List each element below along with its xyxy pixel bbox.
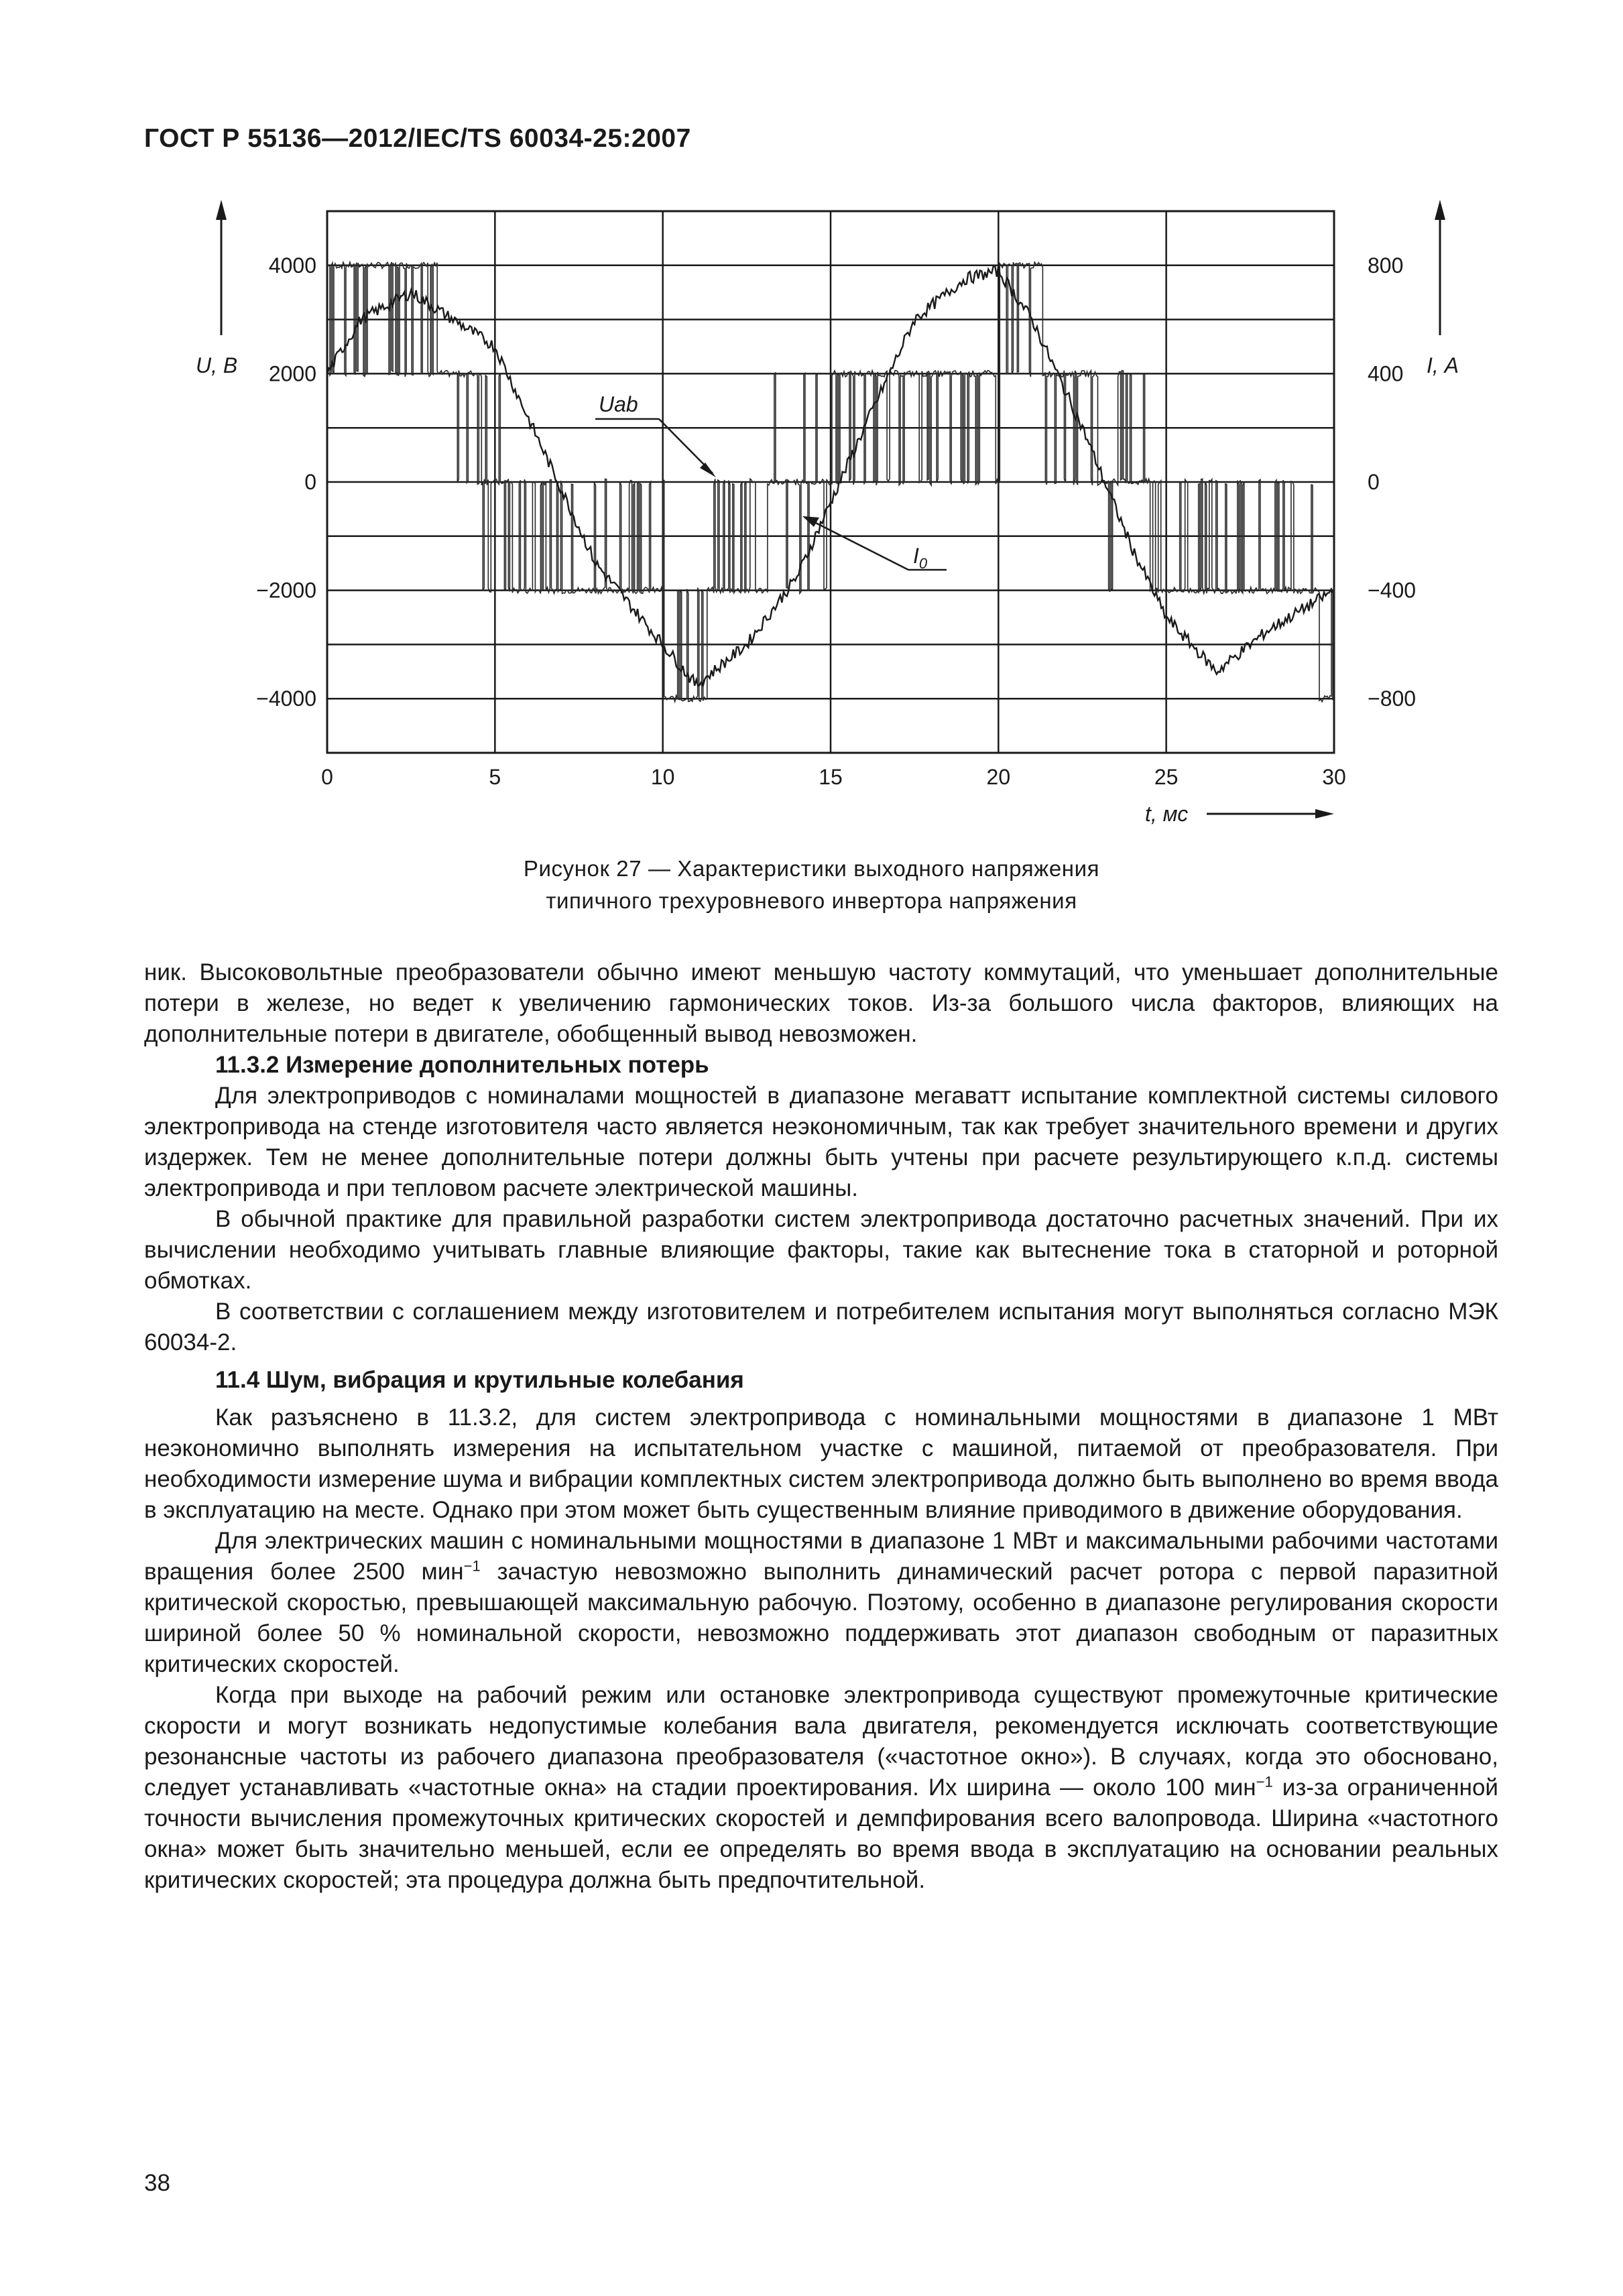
x-tick-label: 20 xyxy=(986,765,1011,789)
figure-caption-line2: типичного трехуровневого инвертора напряжения xyxy=(546,888,1077,913)
x-axis-label: t, мс xyxy=(1145,802,1189,826)
section-heading: 11.4 Шум, вибрация и крутильные колебания xyxy=(215,1367,744,1393)
voltage-current-chart xyxy=(0,0,1623,845)
x-tick-label: 30 xyxy=(1322,765,1346,789)
y-tick-label-left: 0 xyxy=(304,470,316,494)
y-tick-label-left: 2000 xyxy=(268,361,316,386)
y-tick-label-left: −2000 xyxy=(256,578,316,603)
document-body xyxy=(144,957,1498,1896)
x-tick-label: 0 xyxy=(321,765,333,789)
paragraph: Когда при выходе на рабочий режим или остановке электропривода существуют промежуточные критические скорости и могут возникать недопустимые колебания вала двигателя, рекомендуется исключать соответствующие резонансные частоты из рабочего диапазона преобразователя («частотное окно»). В случаях, когда это обосновано, следует устанавливать «частотные окна» на стадии проектирования. Их ширина — около 100 мин$^{-1}$ из-за ограниченной точности вычисления промежуточных критических скоростей и демпфирования всего валопровода. Ширина «частотного окна» может быть значительно меньшей, если ее определять во время ввода в эксплуатацию на основании реальных критических скоростей; эта процедура должна быть предпочтительной. xyxy=(144,1682,1498,1893)
x-tick-label: 10 xyxy=(650,765,675,789)
document-header: ГОСТ Р 55136—2012/IEC/TS 60034-25:2007 xyxy=(144,124,691,153)
paragraph: В соответствии с соглашением между изготовителем и потребителем испытания могут выполняться согласно МЭК 60034-2. xyxy=(144,1298,1498,1355)
y-tick-label-right: −400 xyxy=(1368,578,1417,603)
y-axis-right-ticks xyxy=(1368,253,1416,711)
paragraph: ник. Высоковольтные преобразователи обычно имеют меньшую частоту коммутаций, что уменьшает дополнительные потери в железе, но ведет к увеличению гармонических токов. Из-за большого числа факторов, влияющих на дополнительные потери в двигателе, обобщенный вывод невозможен. xyxy=(144,959,1498,1047)
x-tick-label: 15 xyxy=(819,765,843,789)
section-heading: 11.3.2 Измерение дополнительных потерь xyxy=(215,1052,709,1078)
annotation-uab-arrowhead xyxy=(700,463,716,477)
y-tick-label-right: 0 xyxy=(1368,470,1380,494)
chart-grid xyxy=(327,211,1334,753)
paragraph: Как разъяснено в 11.3.2, для систем электропривода с номинальными мощностями в диапазоне 1 МВт неэкономично выполнять измерения на испытательном участке с машиной, питаемой от преобразователя. При необходимости измерение шума и вибрации комплектных систем электропривода должно быть выполнено во время ввода в эксплуатацию на месте. Однако при этом может быть существенным влияние приводимого в движение оборудования. xyxy=(144,1404,1498,1523)
page-number: 38 xyxy=(144,2170,170,2196)
annotation-i0: $I_0$ xyxy=(913,544,928,572)
y-axis-left-label: U, В xyxy=(196,353,238,377)
y-tick-label-right: 800 xyxy=(1368,253,1404,278)
annotation-uab: Uab xyxy=(599,392,638,416)
y-tick-label-left: 4000 xyxy=(268,253,316,278)
annotation-i0-leader xyxy=(808,519,908,570)
y-tick-label-right: −800 xyxy=(1368,686,1417,711)
annotation-i0-arrowhead xyxy=(802,516,819,527)
paragraph: Для электрических машин с номинальными мощностями в диапазоне 1 МВт и максимальными рабочими частотами вращения более 2500 мин$^{-1}$ зачастую невозможно выполнить динамический расчет ротора с первой паразитной критической скоростью, превышающей максимальную рабочую. Поэтому, особенно в диапазоне регулирования скорости шириной более 50 % номинальной скорости, невозможно поддерживать этот диапазон свободным от паразитных критических скоростей. xyxy=(144,1528,1498,1677)
y-axis-left-arrowhead xyxy=(216,200,227,220)
y-axis-right-label: I, А xyxy=(1427,353,1459,377)
x-axis-ticks xyxy=(321,765,1346,789)
x-axis-arrowhead xyxy=(1315,809,1334,819)
y-axis-right-arrowhead xyxy=(1435,200,1445,220)
figure-caption-line1: Рисунок 27 — Характеристики выходного напряжения xyxy=(523,856,1100,881)
x-tick-label: 25 xyxy=(1154,765,1179,789)
x-tick-label: 5 xyxy=(489,765,501,789)
paragraph: В обычной практике для правильной разработки систем электропривода достаточно расчетных значений. При их вычислении необходимо учитывать главные влияющие факторы, такие как вытеснение тока в статорной и роторной обмотках. xyxy=(144,1206,1498,1294)
y-tick-label-left: −4000 xyxy=(256,686,316,711)
y-axis-left-ticks xyxy=(256,253,316,711)
y-tick-label-right: 400 xyxy=(1368,361,1404,386)
paragraph: Для электроприводов с номиналами мощностей в диапазоне мегаватт испытание комплектной системы силового электропривода на стенде изготовителя часто является неэкономичным, так как требует значительного времени и других издержек. Тем не менее дополнительные потери должны быть учтены при расчете результирующего к.п.д. системы электропривода и при тепловом расчете электрической машины. xyxy=(144,1083,1498,1201)
